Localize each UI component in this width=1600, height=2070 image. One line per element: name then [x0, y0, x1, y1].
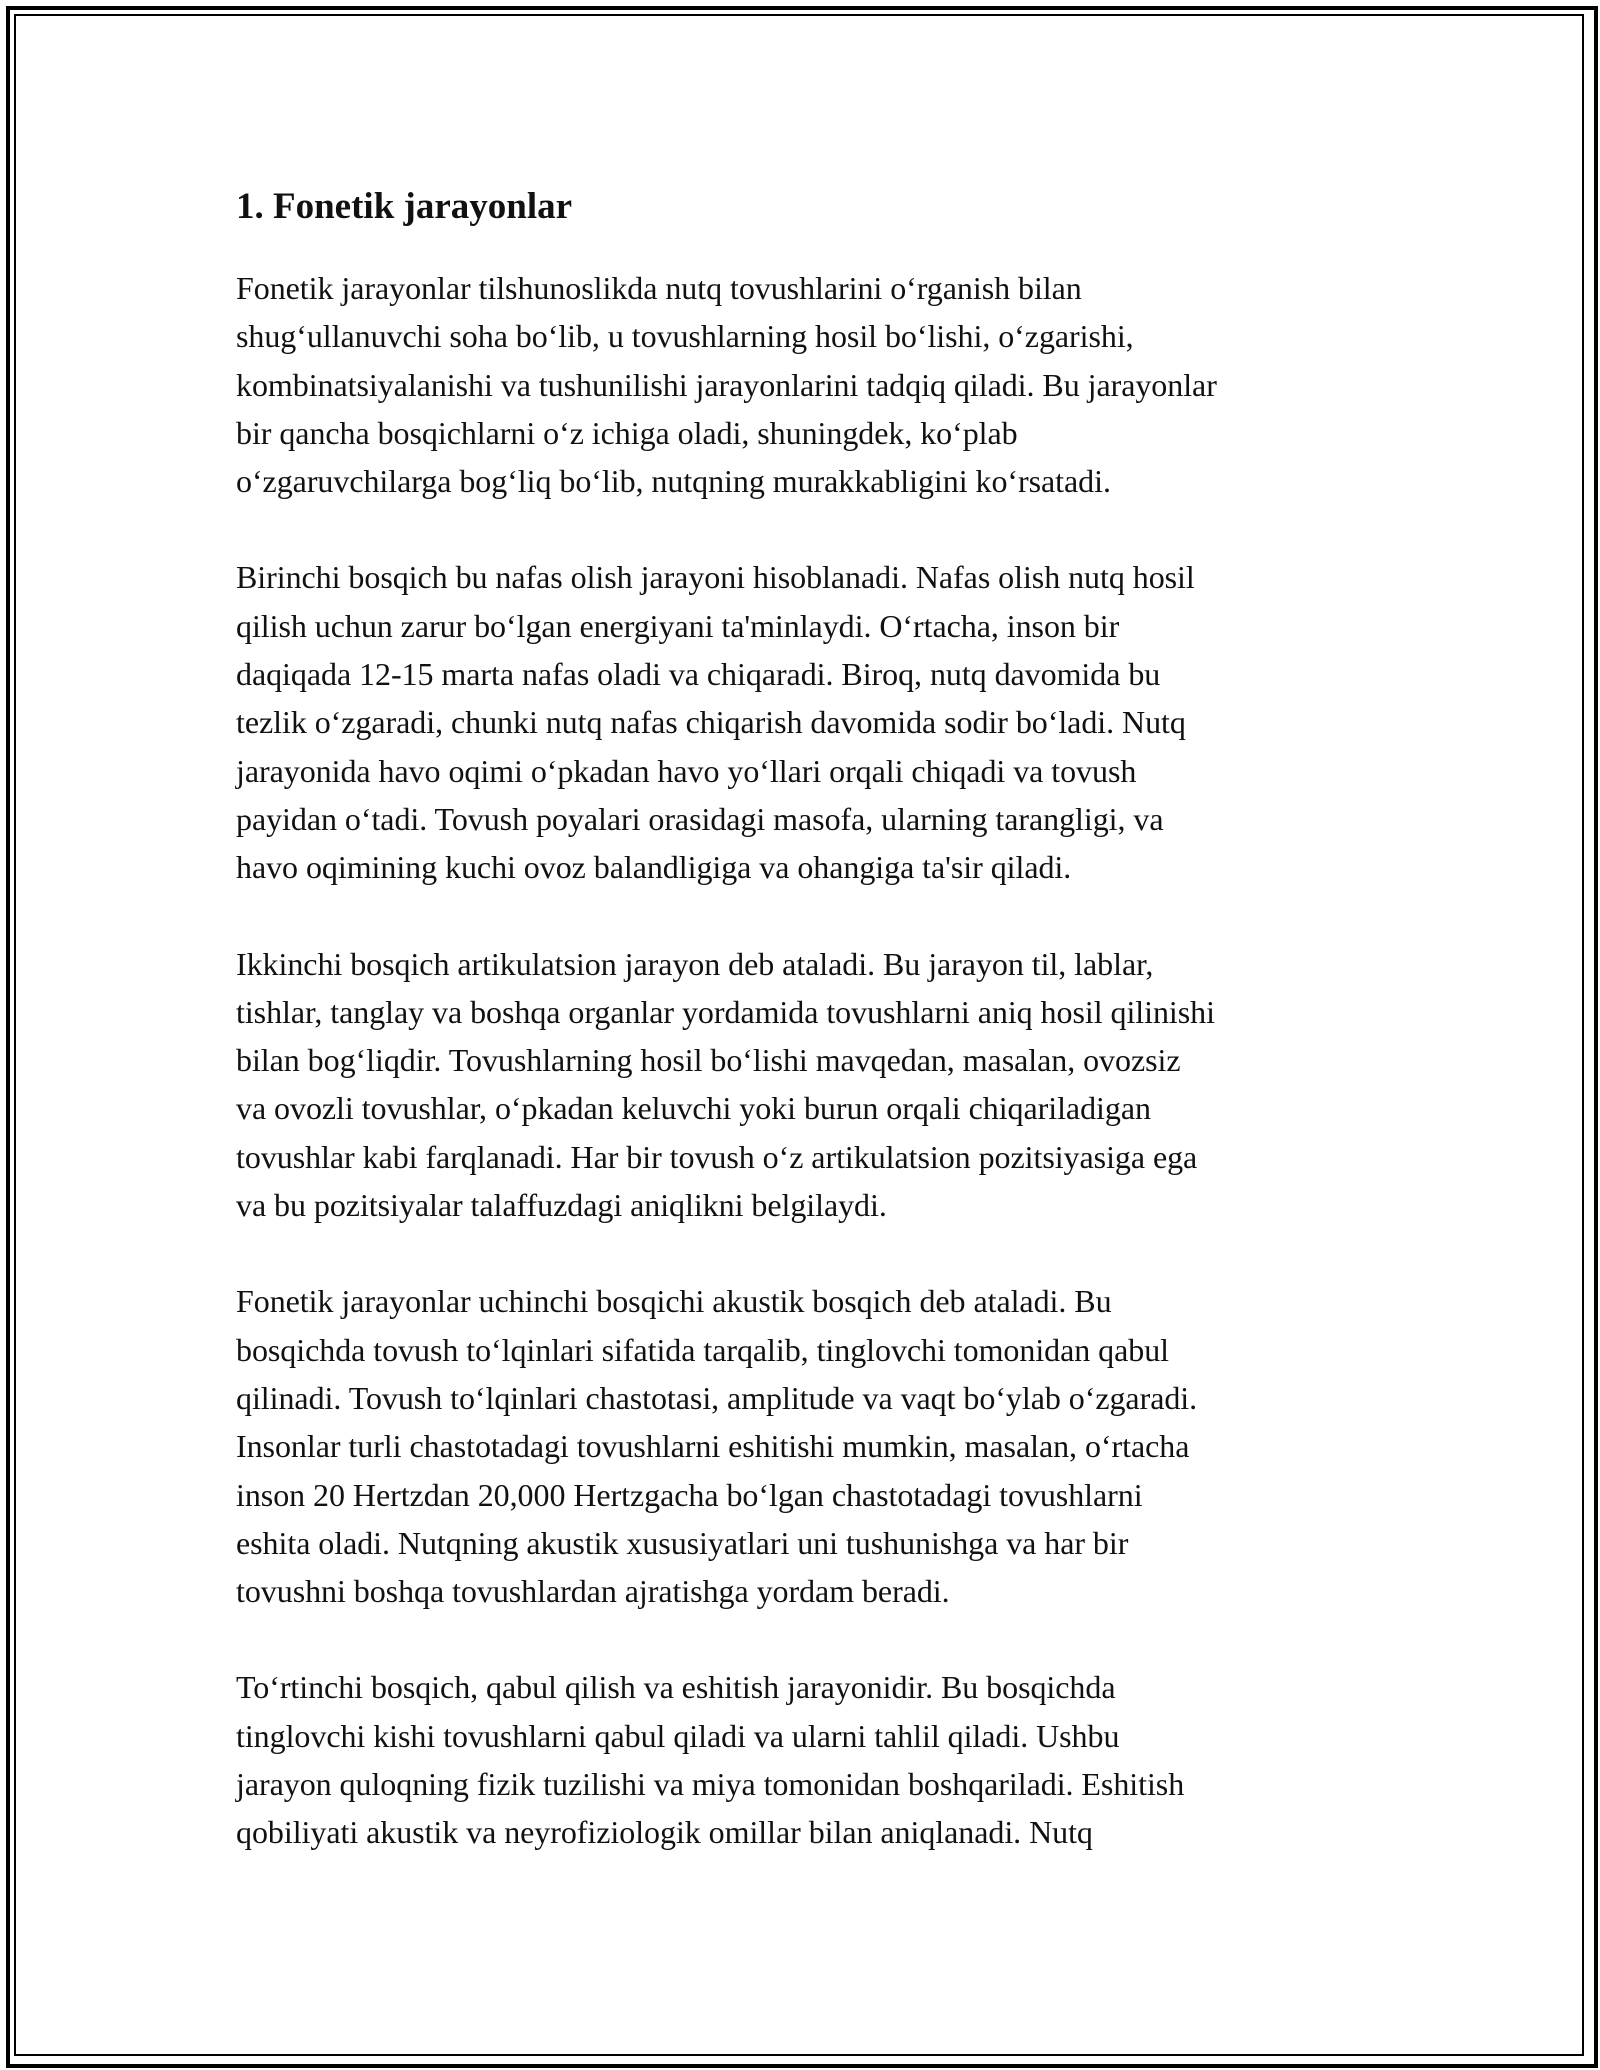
text-line: tovushni boshqa tovushlardan ajratishga yordam beradi.	[236, 1573, 950, 1610]
text-line: havo oqimining kuchi ovoz balandligiga va ohangiga ta'sir qiladi.	[236, 849, 1072, 886]
text-line: tishlar, tanglay va boshqa organlar yordamida tovushlarni aniq hosil qilinishi	[236, 993, 1215, 1030]
paragraph-intro	[236, 264, 1376, 505]
text-line: qobiliyati akustik va neyrofiziologik omillar bilan aniqlanadi. Nutq	[236, 1814, 1093, 1851]
text-line: inson 20 Hertzdan 20,000 Hertzgacha bo‘lgan chastotadagi tovushlarni	[236, 1476, 1143, 1513]
text-line: jarayonida havo oqimi o‘pkadan havo yo‘llari orqali chiqadi va tovush	[236, 752, 1137, 789]
text-line: payidan o‘tadi. Tovush poyalari orasidagi masofa, ularning tarangligi, va	[236, 800, 1164, 837]
text-line: o‘zgaruvchilarga bog‘liq bo‘lib, nutqning murakkabligini ko‘rsatadi.	[236, 463, 1111, 500]
text-line: shug‘ullanuvchi soha bo‘lib, u tovushlarning hosil bo‘lishi, o‘zgarishi,	[236, 318, 1134, 355]
text-line: jarayon quloqning fizik tuzilishi va miya tomonidan boshqariladi. Eshitish	[236, 1766, 1185, 1803]
text-line: Insonlar turli chastotadagi tovushlarni eshitishi mumkin, masalan, o‘rtacha	[236, 1428, 1190, 1465]
text-line: eshita oladi. Nutqning akustik xususiyatlari uni tushunishga va har bir	[236, 1524, 1129, 1561]
text-line: tinglovchi kishi tovushlarni qabul qiladi va ularni tahlil qiladi. Ushbu	[236, 1717, 1120, 1754]
text-line: qilinadi. Tovush to‘lqinlari chastotasi, amplitude va vaqt bo‘ylab o‘zgaradi.	[236, 1379, 1198, 1416]
text-line: va bu pozitsiyalar talaffuzdagi aniqlikni belgilaydi.	[236, 1187, 887, 1224]
text-line: Ikkinchi bosqich artikulatsion jarayon deb ataladi. Bu jarayon til, lablar,	[236, 945, 1154, 982]
text-line: qilish uchun zarur bo‘lgan energiyani ta'minlaydi. O‘rtacha, inson bir	[236, 607, 1120, 644]
paragraph-stage-3	[236, 1277, 1376, 1615]
text-line: bir qancha bosqichlarni o‘z ichiga oladi, shuningdek, ko‘plab	[236, 414, 1018, 451]
text-line: tovushlar kabi farqlanadi. Har bir tovush o‘z artikulatsion pozitsiyasiga ega	[236, 1138, 1198, 1175]
text-line: Fonetik jarayonlar uchinchi bosqichi akustik bosqich deb ataladi. Bu	[236, 1283, 1112, 1320]
text-line: va ovozli tovushlar, o‘pkadan keluvchi yoki burun orqali chiqariladigan	[236, 1090, 1151, 1127]
text-line: Birinchi bosqich bu nafas olish jarayoni hisoblanadi. Nafas olish nutq hosil	[236, 559, 1195, 596]
text-line: daqiqada 12-15 marta nafas oladi va chiqaradi. Biroq, nutq davomida bu	[236, 656, 1161, 693]
text-line: kombinatsiyalanishi va tushunilishi jarayonlarini tadqiq qiladi. Bu jarayonlar	[236, 366, 1217, 403]
text-line: bilan bog‘liqdir. Tovushlarning hosil bo‘lishi mavqedan, masalan, ovozsiz	[236, 1042, 1181, 1079]
text-line: To‘rtinchi bosqich, qabul qilish va eshitish jarayonidir. Bu bosqichda	[236, 1669, 1116, 1706]
document-body	[236, 184, 1376, 1905]
text-line: bosqichda tovush to‘lqinlari sifatida tarqalib, tinglovchi tomonidan qabul	[236, 1331, 1170, 1368]
text-line: Fonetik jarayonlar tilshunoslikda nutq tovushlarini o‘rganish bilan	[236, 270, 1082, 306]
paragraph-stage-1	[236, 553, 1376, 891]
paragraph-stage-2	[236, 940, 1376, 1230]
text-line: tezlik o‘zgaradi, chunki nutq nafas chiqarish davomida sodir bo‘ladi. Nutq	[236, 704, 1186, 741]
paragraph-stage-4	[236, 1663, 1376, 1856]
section-heading: 1. Fonetik jarayonlar	[236, 186, 573, 227]
